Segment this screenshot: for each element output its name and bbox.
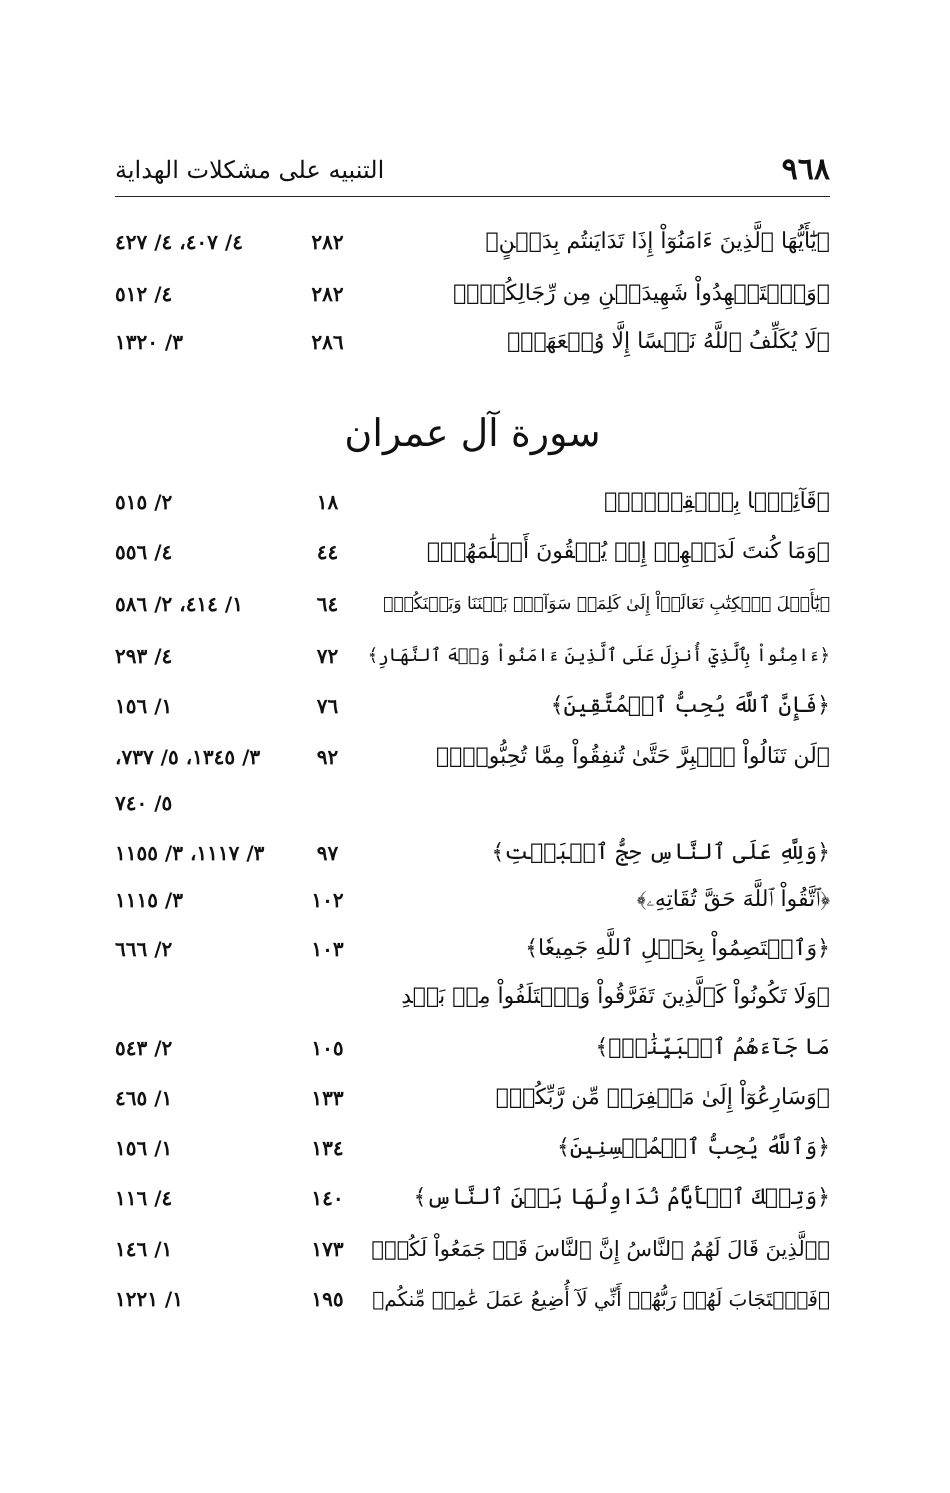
verse-text: ﴿وَٱللَّهُ يُحِبُّ ٱلۡمُحۡسِنِينَ﴾ (556, 1135, 830, 1160)
ayah-number: ١٨ (316, 490, 339, 514)
ayah-number: ٤٤ (316, 540, 339, 564)
index-row (115, 1081, 830, 1115)
header-rule (115, 196, 830, 197)
verse-text: ﴿ٱلَّذِينَ قَالَ لَهُمُ ٱلنَّاسُ إِنَّ ٱلنَّاسَ قَدۡ جَمَعُواْ لَكُمۡ﴾ (371, 1237, 830, 1261)
page-references: ٣/ ١١١٧، ٣/ ١١٥٥ (115, 841, 265, 865)
verse-text: ﴿وَتِلۡكَ ٱلۡأَيَّامُ نُدَاوِلُهَا بَيۡنَ ٱلنَّاسِ﴾ (413, 1185, 830, 1210)
index-row (115, 325, 830, 359)
index-row (115, 786, 830, 820)
ayah-number: ٩٧ (316, 841, 339, 865)
index-row (115, 932, 830, 966)
index-row (115, 689, 830, 723)
verse-text: ﴿وَمَا كُنتَ لَدَيۡهِمۡ إِذۡ يُلۡقُونَ أَقۡلَٰمَهُمۡ﴾ (426, 539, 830, 564)
verse-text: ﴿لَا يُكَلِّفُ ٱللَّهُ نَفۡسًا إِلَّا وُسۡعَهَاۚ﴾ (507, 329, 830, 354)
page-references: ٤/ ١١٦ (115, 1186, 173, 1210)
page-references: ١/ ٤١٤، ٢/ ٥٨٦ (115, 592, 243, 616)
page-references: ٥/ ٧٤٠ (115, 791, 173, 815)
page-references: ٤/ ٥٥٦ (115, 540, 173, 564)
verse-text: ﴿وَٱعۡتَصِمُواْ بِحَبۡلِ ٱللَّهِ جَمِيعٗا﴾ (525, 936, 830, 961)
verse-text: مَا جَآءَهُمُ ٱلۡبَيِّنَٰتُۚ﴾ (595, 1035, 830, 1060)
ayah-number: ٩٢ (316, 745, 339, 769)
page-references: ١/ ١٥٦ (115, 1136, 173, 1160)
index-row (115, 1031, 830, 1065)
surah-heading: سورة آل عمران (344, 411, 601, 455)
verse-text: ﴿وَٱسۡتَشۡهِدُواْ شَهِيدَيۡنِ مِن رِّجَالِكُمۡۖ﴾ (453, 281, 830, 306)
ayah-number: ١٠٣ (311, 937, 344, 961)
ayah-number: ١٠٥ (311, 1036, 344, 1060)
page-references: ١/ ١٤٦ (115, 1237, 173, 1261)
index-row (115, 587, 830, 621)
index-row (115, 740, 830, 774)
page-references: ٣/ ١٣٤٥، ٥/ ٧٣٧، (115, 745, 261, 769)
verse-text: ﴿وَسَارِعُوٓاْ إِلَىٰ مَغۡفِرَةٖ مِّن رَّبِّكُمۡ﴾ (495, 1085, 830, 1110)
verse-text: ﴿يَٰٓأَيُّهَا ٱلَّذِينَ ءَامَنُوٓاْ إِذَا تَدَايَنتُم بِدَيۡنٍ﴾ (485, 229, 830, 254)
index-row (115, 883, 830, 917)
verse-text: ﴿ءَامِنُواْ بِٱلَّذِيٓ أُنزِلَ عَلَى ٱلَّذِينَ ءَامَنُواْ وَجۡهَ ٱلنَّهَارِ﴾ (367, 645, 830, 666)
ayah-number: ٧٦ (316, 694, 339, 718)
ayah-number: ١٩٥ (311, 1287, 344, 1311)
page-references: ١/ ٤٦٥ (115, 1086, 173, 1110)
book-title: التنبيه على مشكلات الهداية (115, 156, 385, 184)
page-references: ٢/ ٥٤٣ (115, 1036, 173, 1060)
page-references: ٣/ ١٣٢٠ (115, 330, 183, 354)
verse-text: ﴿قَآئِمَۢا بِٱلۡقِسۡطِۚ﴾ (604, 489, 830, 514)
verse-text: ﴿فَإِنَّ ٱللَّهَ يُحِبُّ ٱلۡمُتَّقِينَ﴾ (550, 693, 830, 718)
index-row (115, 639, 830, 673)
page-references: ٤/ ٢٩٣ (115, 644, 173, 668)
ayah-number: ٧٢ (316, 644, 339, 668)
page-references: ٣/ ١١١٥ (115, 888, 183, 912)
verse-text: ﴿وَلَا تَكُونُواْ كَٱلَّذِينَ تَفَرَّقُواْ وَٱخۡتَلَفُواْ مِنۢ بَعۡدِ (401, 984, 830, 1009)
page-references: ٤/ ٤٠٧، ٤/ ٤٢٧ (115, 230, 243, 254)
page-references: ٢/ ٦٦٦ (115, 937, 173, 961)
index-row (115, 225, 830, 259)
ayah-number: ١٤٠ (311, 1186, 344, 1210)
ayah-number: ٢٨٢ (311, 230, 344, 254)
index-row (115, 277, 830, 311)
index-row (115, 836, 830, 870)
page-references: ٤/ ٥١٢ (115, 282, 173, 306)
ayah-number: ٢٨٢ (311, 282, 344, 306)
verse-text: ﴿لَن تَنَالُواْ ٱلۡبِرَّ حَتَّىٰ تُنفِقُواْ مِمَّا تُحِبُّونَۚ﴾ (435, 744, 830, 769)
page-references: ١/ ١٥٦ (115, 694, 173, 718)
index-row (115, 485, 830, 519)
index-row (115, 1282, 830, 1316)
index-row (115, 1131, 830, 1165)
page-header (115, 150, 830, 194)
ayah-number: ٢٨٦ (311, 330, 344, 354)
verse-text: ﴿يَٰٓأَهۡلَ ٱلۡكِتَٰبِ تَعَالَوۡاْ إِلَىٰ كَلِمَةٖ سَوَآءِۭ بَيۡنَنَا وَبَيۡنَكُمۡ﴾ (383, 594, 830, 614)
page-references: ٢/ ٥١٥ (115, 490, 173, 514)
verse-text: ﴿وَلِلَّهِ عَلَى ٱلنَّاسِ حِجُّ ٱلۡبَيۡتِ﴾ (491, 840, 830, 865)
verse-text: ﴿ٱتَّقُواْ ٱللَّهَ حَقَّ تُقَاتِهِۦ﴾ (636, 887, 830, 912)
ayah-number: ١٣٤ (311, 1136, 344, 1160)
page-number: ٩٦٨ (781, 152, 830, 187)
page-references: ١/ ١٢٢١ (115, 1287, 183, 1311)
index-row (115, 1232, 830, 1266)
ayah-number: ١٧٣ (311, 1237, 344, 1261)
index-row (115, 535, 830, 569)
verse-text: ﴿فَٱسۡتَجَابَ لَهُمۡ رَبُّهُمۡ أَنِّي لَآ أُضِيعُ عَمَلَ عَٰمِلٖ مِّنكُم﴾ (372, 1287, 830, 1311)
index-row (115, 980, 830, 1014)
ayah-number: ٦٤ (316, 592, 339, 616)
index-row (115, 1181, 830, 1215)
ayah-number: ١٠٢ (311, 888, 344, 912)
ayah-number: ١٣٣ (311, 1086, 344, 1110)
